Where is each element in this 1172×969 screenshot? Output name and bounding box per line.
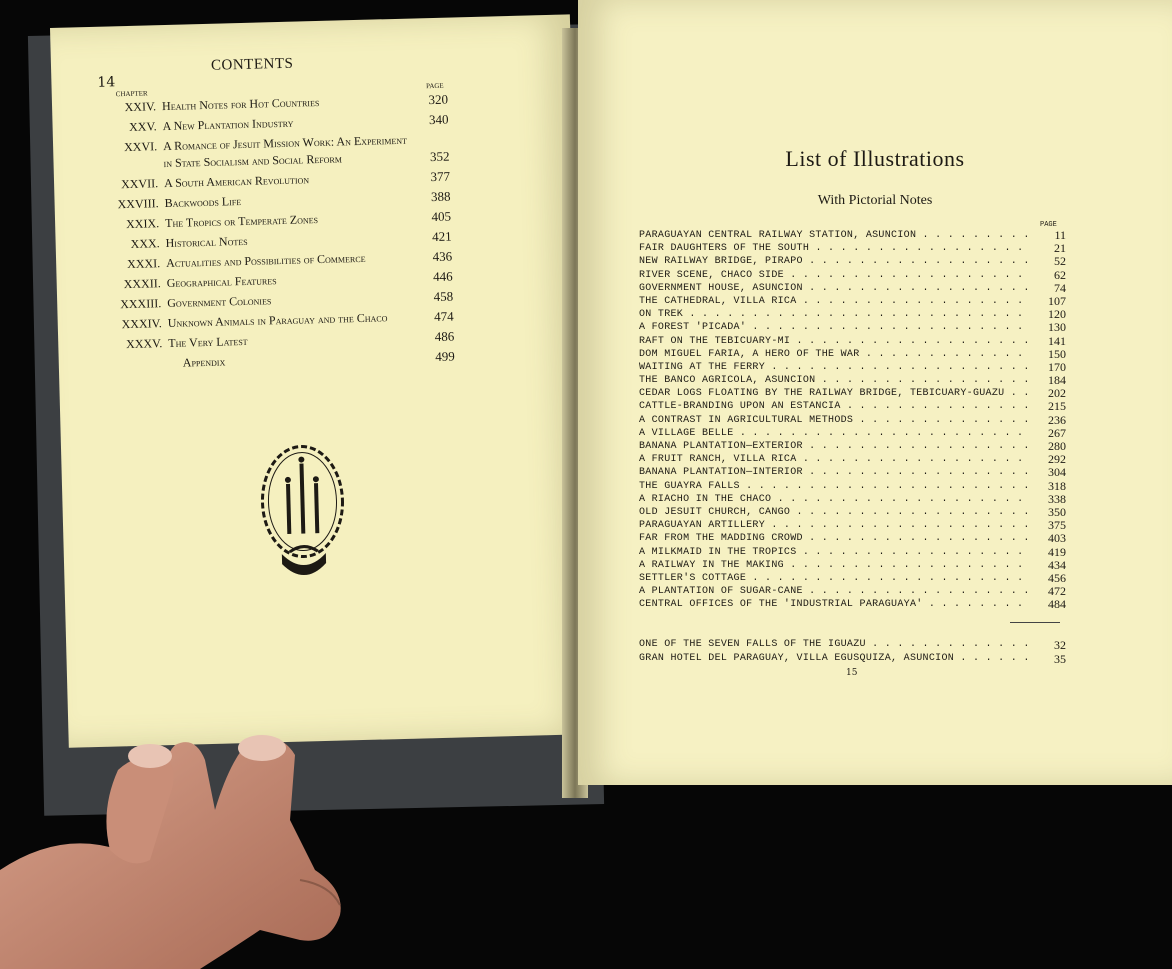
illustration-entry [639, 638, 1066, 652]
left-page-content [0, 0, 620, 801]
illustration-entry [639, 269, 1066, 282]
illustration-title: RAFT ON THE TEBICUARY-MI . . . [639, 335, 1032, 348]
illustration-page: 202 [1048, 386, 1066, 401]
illustration-title: THE BANCO AGRICOLA, ASUNCION . . . [639, 374, 1032, 387]
illustration-page: 318 [1048, 478, 1066, 493]
illustration-entry [639, 559, 1066, 572]
illustration-page: 21 [1054, 241, 1066, 256]
illustration-entry [639, 242, 1066, 255]
chapter-page: 377 [430, 168, 451, 185]
illustration-entry [639, 532, 1066, 545]
chapter-number [115, 355, 169, 356]
illustration-entry [639, 652, 1066, 666]
illustration-page: 35 [1054, 652, 1066, 666]
chapter-number: XXVII. [120, 176, 159, 192]
chapter-page: 388 [430, 188, 451, 205]
illustration-title: A RAILWAY IN THE MAKING . . . [639, 559, 1032, 572]
illustration-entry [639, 321, 1066, 334]
illustration-title: DOM MIGUEL FARIA, A HERO OF THE WAR . . . [639, 348, 1032, 361]
page-column-label: PAGE [425, 81, 444, 91]
illustration-entry [639, 572, 1066, 585]
chapter-number: XXXV. [125, 336, 163, 352]
illustration-title: PARAGUAYAN ARTILLERY . . . [639, 519, 1032, 532]
chapter-number: XXVI. [123, 139, 158, 155]
illustration-entry [639, 493, 1066, 506]
illustration-title: CATTLE-BRANDING UPON AN ESTANCIA . . . [639, 400, 1032, 413]
illustration-entry [639, 585, 1066, 598]
illustration-title: A MILKMAID IN THE TROPICS . . . [639, 546, 1032, 559]
illustration-title: THE CATHEDRAL, VILLA RICA . . . [639, 295, 1032, 308]
illustration-entry [639, 506, 1066, 519]
illustration-title: ON TREK . . . [639, 308, 1032, 321]
illustration-page: 150 [1048, 346, 1066, 361]
chapter-number: XXXII. [123, 276, 161, 292]
illustration-title: BANANA PLANTATION—EXTERIOR . . . [639, 440, 1032, 453]
illustration-page: 120 [1048, 307, 1066, 322]
illustration-entry [639, 466, 1066, 479]
chapter-title: Unknown Animals in Paraguay and the Chaco [167, 310, 388, 331]
illustration-page: 292 [1048, 452, 1066, 467]
illustrations-heading: List of Illustrations [785, 146, 965, 171]
illustration-entry [639, 453, 1066, 466]
illustration-page: 236 [1048, 412, 1066, 427]
illustrations-list [639, 229, 1066, 611]
illustration-title: BANANA PLANTATION—INTERIOR . . . [639, 466, 1032, 479]
illustration-page: 184 [1048, 373, 1066, 388]
chapter-number: XXXIV. [121, 316, 162, 332]
illustration-entry [639, 519, 1066, 532]
illustration-title: OLD JESUIT CHURCH, CANGO . . . [639, 506, 1032, 519]
decorative-ornament-icon [241, 440, 365, 593]
illustration-entry [639, 440, 1066, 453]
illustration-title: A PLANTATION OF SUGAR-CANE . . . [639, 585, 1032, 598]
chapter-title: A New Plantation Industry [162, 115, 294, 134]
chapter-number: XXVIII. [117, 196, 159, 212]
illustration-title: THE GUAYRA FALLS . . . [639, 480, 1032, 493]
contents-heading: CONTENTS [210, 55, 294, 74]
illustration-title: GRAN HOTEL DEL PARAGUAY, VILLA EGUSQUIZA, ASUNCION . . . [639, 652, 1032, 666]
illustrations-subheading: With Pictorial Notes [817, 193, 933, 208]
illustration-title: A FOREST 'PICADA' . . . [639, 321, 1032, 334]
right-page-number: 15 [846, 668, 858, 678]
illustration-entry [639, 374, 1066, 387]
illustration-page: 141 [1048, 333, 1066, 348]
illustration-title: WAITING AT THE FERRY . . . [639, 361, 1032, 374]
chapter-title: Appendix [182, 354, 226, 370]
illustration-entry [639, 598, 1066, 611]
illustration-entry [639, 308, 1066, 321]
illustration-entry [639, 335, 1066, 348]
illustration-page: 32 [1054, 638, 1066, 652]
illustration-entry [639, 480, 1066, 493]
illustration-page: 280 [1048, 439, 1066, 453]
chapter-number: XXIV. [124, 99, 157, 115]
illustration-page: 304 [1048, 465, 1066, 480]
illustration-entry [639, 282, 1066, 295]
illustration-page: 107 [1048, 293, 1066, 308]
illustration-title: FAIR DAUGHTERS OF THE SOUTH . . . [639, 242, 1032, 255]
chapter-title: The Very Latest [168, 333, 248, 351]
chapter-title: Backwoods Life [164, 194, 242, 211]
illustration-entry [639, 387, 1066, 400]
illustration-entry [639, 427, 1066, 440]
illustration-page: 62 [1054, 267, 1066, 282]
section-divider [1010, 622, 1060, 623]
illustration-title: PARAGUAYAN CENTRAL RAILWAY STATION, ASUNCION . . . [639, 229, 1032, 242]
chapter-number: XXXI. [127, 256, 161, 272]
illustration-page: 170 [1048, 359, 1066, 374]
chapter-number: XXV. [128, 119, 157, 134]
chapter-number: XXX. [130, 236, 160, 251]
illustration-page: 267 [1048, 425, 1066, 440]
chapter-title: Actualities and Possibilities of Commerce [166, 250, 366, 271]
chapter-page: 436 [432, 248, 453, 265]
chapter-title: Geographical Features [166, 273, 277, 291]
chapter-page: 405 [431, 208, 452, 225]
page-column-label: PAGE [1040, 221, 1057, 229]
illustration-page: 215 [1048, 399, 1066, 414]
illustration-title: A RIACHO IN THE CHACO . . . [639, 493, 1032, 506]
illustration-page: 456 [1048, 570, 1066, 585]
chapter-title: Historical Notes [165, 233, 248, 251]
illustration-title: NEW RAILWAY BRIDGE, PIRAPO . . . [639, 255, 1032, 268]
illustration-title: A CONTRAST IN AGRICULTURAL METHODS . . . [639, 414, 1032, 427]
chapter-title: The Tropics or Temperate Zones [164, 212, 319, 231]
illustration-title: FAR FROM THE MADDING CROWD . . . [639, 532, 1032, 545]
illustration-entry [639, 295, 1066, 308]
chapter-number: XXIX. [125, 216, 160, 232]
contents-list [108, 82, 455, 377]
illustration-entry [639, 361, 1066, 374]
chapter-page: 499 [435, 348, 455, 365]
illustration-entry [639, 546, 1066, 559]
illustration-page: 130 [1048, 320, 1066, 335]
chapter-number: XXXIII. [120, 296, 162, 312]
illustration-title: A VILLAGE BELLE . . . [639, 427, 1032, 440]
illustration-entry [639, 255, 1066, 268]
illustration-page: 434 [1048, 557, 1066, 572]
contents-entries [108, 91, 455, 374]
illustration-page: 338 [1048, 491, 1066, 506]
illustration-title: SETTLER'S COTTAGE . . . [639, 572, 1032, 585]
chapter-page: 458 [433, 288, 454, 305]
chapter-page: 474 [433, 308, 454, 325]
illustration-page: 350 [1048, 504, 1066, 519]
illustration-page: 375 [1048, 518, 1066, 533]
illustration-title: ONE OF THE SEVEN FALLS OF THE IGUAZU . . . [639, 638, 1032, 652]
illustration-entry [639, 348, 1066, 361]
illustration-page: 472 [1048, 584, 1066, 599]
chapter-page: 446 [432, 268, 453, 285]
chapter-page: 486 [434, 328, 455, 345]
illustration-title: RIVER SCENE, CHACO SIDE . . . [639, 269, 1032, 282]
chapter-title: Health Notes for Hot Countries [161, 94, 320, 114]
chapter-page: 421 [431, 228, 452, 245]
illustration-entry [639, 400, 1066, 413]
chapter-column-label: CHAPTER [115, 89, 148, 99]
chapter-title: A South American Revolution [163, 172, 310, 191]
illustration-page: 484 [1048, 597, 1066, 612]
illustration-page: 419 [1048, 544, 1066, 559]
chapter-page: 352 [429, 148, 450, 165]
chapter-page: 340 [428, 111, 449, 128]
left-page-number: 14 [97, 74, 116, 91]
illustration-entry [639, 414, 1066, 427]
hand-image [0, 700, 360, 969]
chapter-title: Government Colonies [167, 293, 272, 311]
plates-list [639, 638, 1066, 666]
contents-entry [109, 131, 450, 174]
illustration-title: GOVERNMENT HOUSE, ASUNCION . . . [639, 282, 1032, 295]
illustration-page: 52 [1054, 254, 1066, 269]
chapter-title: A Romance of Jesuit Mission Work: An Experiment in State Socialism and Social Reform [162, 132, 408, 171]
illustration-title: CEDAR LOGS FLOATING BY THE RAILWAY BRIDGE, TEBICUARY-GUAZU . . . [639, 387, 1032, 400]
illustration-title: CENTRAL OFFICES OF THE 'INDUSTRIAL PARAGUAYA' . . . [639, 598, 1032, 611]
illustration-page: 403 [1048, 531, 1066, 546]
illustration-title: A FRUIT RANCH, VILLA RICA . . . [639, 453, 1032, 466]
chapter-page: 320 [428, 91, 449, 108]
illustration-page: 11 [1054, 228, 1066, 242]
illustration-page: 74 [1054, 280, 1066, 295]
illustration-entry [639, 229, 1066, 242]
